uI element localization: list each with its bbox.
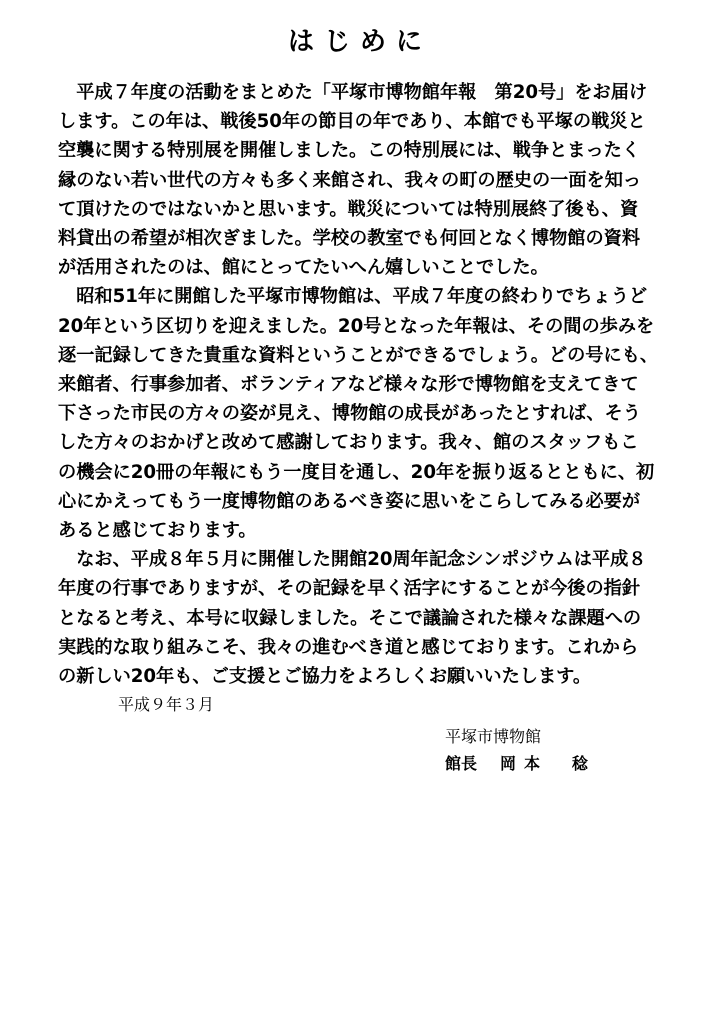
text-line: て頂けたのではないかと思います。戦災については特別展終了後も、資: [58, 198, 639, 220]
text-line: なお、平成８年５月に開催した開館20周年記念シンポジウムは平成８: [58, 549, 647, 571]
text-line: 20年という区切りを迎えました。20号となった年報は、その間の歩みを: [58, 315, 655, 337]
text-line: 昭和51年に開館した平塚市博物館は、平成７年度の終わりでちょうど: [58, 286, 648, 308]
director-role: 館長: [445, 754, 478, 773]
paragraph-3: [58, 545, 668, 691]
text-line: あると感じております。: [58, 520, 257, 542]
text-line: 逐一記録してきた貴重な資料ということができるでしょう。どの号にも、: [58, 344, 659, 366]
text-line: 実践的な取り組みこそ、我々の進むべき道と感じております。これから: [58, 636, 639, 658]
director-signature: [445, 752, 596, 776]
preface-body: [58, 78, 668, 691]
text-line: します。この年は、戦後50年の節目の年であり、本館でも平塚の戦災と: [58, 111, 646, 133]
text-line: 空襲に関する特別展を開催しました。この特別展には、戦争とまったく: [58, 140, 641, 162]
publication-date: 平成９年３月: [118, 695, 215, 714]
text-line: 下さった市民の方々の姿が見え、博物館の成長があったとすれば、そう: [58, 403, 641, 425]
text-line: 心にかえってもう一度博物館のあるべき姿に思いをこらしてみる必要が: [58, 490, 641, 512]
text-line: の新しい20年も、ご支援とご協力をよろしくお願いいたします。: [58, 666, 592, 688]
organization-name: 平塚市博物館: [445, 727, 542, 746]
page-title: はじめに: [287, 27, 432, 57]
text-line: 年度の行事でありますが、その記録を早く活字にすることが今後の指針: [58, 578, 641, 600]
director-name: 岡本 稔: [500, 754, 597, 773]
text-line: が活用されたのは、館にとってたいへん嬉しいことでした。: [58, 257, 549, 279]
text-line: の機会に20冊の年報にもう一度目を通し、20年を振り返るとともに、初: [58, 461, 655, 483]
paragraph-1: [58, 78, 668, 282]
text-line: した方々のおかげと改めて感謝しております。我々、館のスタッフもこ: [58, 432, 639, 454]
text-line: 料貸出の希望が相次ぎました。学校の教室でも何回となく博物館の資料: [58, 228, 641, 250]
paragraph-2: [58, 282, 668, 545]
text-line: 平成７年度の活動をまとめた「平塚市博物館年報 第20号」をお届け: [58, 82, 648, 103]
text-line: 縁のない若い世代の方々も多く来館され、我々の町の歴史の一面を知っ: [58, 169, 642, 191]
text-line: 来館者、行事参加者、ボランティアなど様々な形で博物館を支えてきて: [58, 374, 639, 396]
text-line: となると考え、本号に収録しました。そこで議論された様々な課題への: [58, 607, 642, 629]
